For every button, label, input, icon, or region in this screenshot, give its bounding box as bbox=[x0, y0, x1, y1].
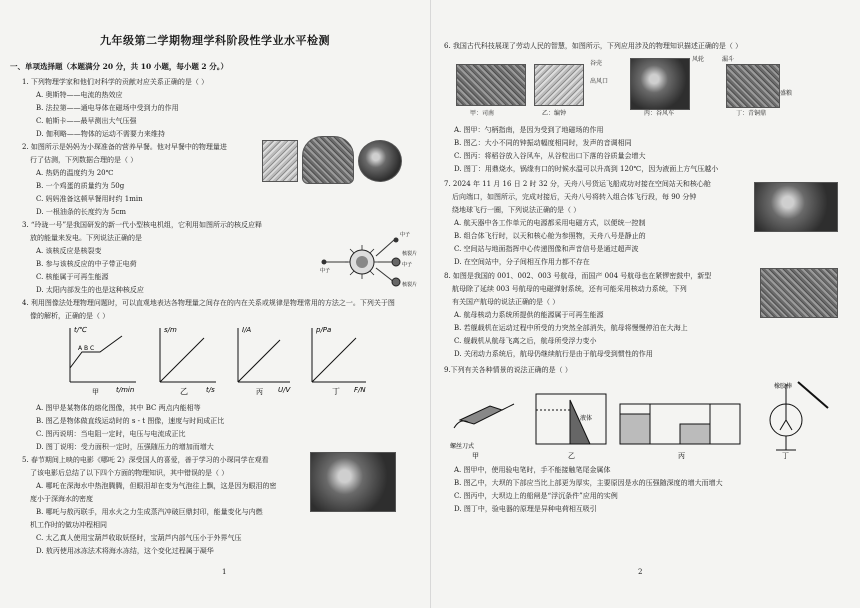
fission-label-5: 核裂片 bbox=[402, 282, 418, 288]
movie-still-photo bbox=[310, 452, 396, 512]
q9-option-a: A. 图甲中，使用验电笔时，手不能接触笔尾金属体 bbox=[454, 466, 611, 474]
question-7-cont: 后向端口，如图所示，完成对接后，天舟八号将转入组合体飞行段，每 90 分钟 bbox=[452, 193, 697, 201]
question-2: 2. 如图所示是妈妈为小琛准备的营养早餐。他对早餐中的物理量进 bbox=[22, 143, 227, 151]
compass-photo bbox=[456, 64, 526, 106]
graph-4-ylabel: p/Pa bbox=[316, 326, 332, 334]
q2-option-a: A. 热奶的温度约为 20℃ bbox=[36, 169, 114, 177]
question-8: 8. 如图是我国的 001、002、003 号航母，而国产 004 号航母也在紧锣密鼓中，新型 bbox=[444, 272, 712, 280]
bells-photo bbox=[534, 64, 584, 106]
q6-option-b: B. 图乙：大小不同的钟振动幅度相同时，发声的音调相同 bbox=[454, 139, 632, 147]
q5-option-d: D. 敖丙使用冰冻法术将海水冻结，这个变化过程属于凝华 bbox=[36, 547, 214, 555]
q1-option-a: A. 奥斯特——电流的热效应 bbox=[36, 91, 123, 99]
q9-option-b: B. 图乙中，大坝的下部应当比上部更为厚实，主要原因是水的压强随深度的增大而增大 bbox=[454, 479, 723, 487]
graph-3-ylabel: I/A bbox=[242, 326, 252, 334]
aircraft-carrier-photo bbox=[760, 268, 838, 318]
caption-tripod: 丁：青铜鼎 bbox=[736, 110, 767, 117]
fan-label-hopper: 漏斗 bbox=[722, 56, 735, 63]
tripod-photo bbox=[726, 64, 780, 108]
fission-diagram bbox=[320, 228, 420, 290]
q4-option-b: B. 图乙是物体做直线运动时的 s - t 图像，速度与时间成正比 bbox=[36, 417, 225, 425]
exam-page-2 bbox=[430, 0, 860, 608]
fig9-caption-c: 丙 bbox=[678, 452, 685, 460]
fig9-caption-d: 丁 bbox=[782, 452, 789, 460]
graph-1-xlabel: t/min bbox=[116, 386, 135, 394]
question-1: 1. 下列物理学家和他们对科学的贡献对应关系正确的是（ ） bbox=[22, 78, 209, 86]
fig9-caption-a: 甲 bbox=[472, 452, 479, 460]
fried-dough-photo bbox=[302, 136, 354, 184]
graph-2-xlabel: t/s bbox=[206, 386, 215, 394]
q5-option-b-cont: 机工作时的做功冲程相同 bbox=[30, 521, 107, 529]
q5-option-a-cont: 度小于深海水的密度 bbox=[30, 495, 93, 503]
q7-option-c: C. 空间站与地面指挥中心传递图像和声音信号是通过超声波 bbox=[454, 245, 639, 253]
graph-2-caption: 乙 bbox=[180, 387, 188, 396]
fission-label-2: 中子 bbox=[320, 268, 331, 274]
page-number-1: 1 bbox=[222, 568, 227, 576]
q4-option-d: D. 图丁说明：受力面积一定时，压强随压力的增加而增大 bbox=[36, 443, 214, 451]
caption-compass: 甲：司南 bbox=[470, 110, 495, 117]
graph-4-caption: 丁 bbox=[332, 387, 340, 396]
graph-4-xlabel: F/N bbox=[354, 386, 366, 394]
question-7-cont2: 绕地球飞行一圈，下列说法正确的是（ ） bbox=[452, 206, 581, 214]
fan-label-husk: 谷壳 bbox=[590, 60, 603, 67]
space-station-photo bbox=[754, 182, 838, 232]
q2-option-d: D. 一根油条的长度约为 5cm bbox=[36, 208, 127, 216]
graph-3-xlabel: U/V bbox=[278, 386, 291, 394]
q8-option-a: A. 航母核动力系统所提供的能源属于可再生能源 bbox=[454, 311, 604, 319]
q4-option-a: A. 图甲是某物体的熔化图像，其中 BC 两点内能相等 bbox=[36, 404, 201, 412]
egg-plate-photo bbox=[358, 140, 402, 182]
graph-3-caption: 丙 bbox=[256, 388, 263, 396]
section-heading: 一、单项选择题（本题满分 20 分，共 10 小题，每小题 2 分。） bbox=[10, 62, 229, 71]
q8-option-d: D. 关闭动力系统后，航母仍继续航行是由于航母受到惯性的作用 bbox=[454, 350, 653, 358]
q5-option-b: B. 哪吒与敖丙联手，用水火之力生成蒸汽冲破巨鼎封印，能量变化与内燃 bbox=[36, 508, 263, 516]
question-9: 9.下列有关各种情景的说法正确的是（ ） bbox=[444, 366, 572, 374]
q6-option-c: C. 图丙：将稻谷放入谷风车，从谷粒出口下落的谷质量会增大 bbox=[454, 152, 646, 160]
q9-figures bbox=[450, 380, 840, 460]
page-number-2: 2 bbox=[638, 568, 643, 576]
q9-option-d: D. 图丁中，验电器的原理是异种电荷相互吸引 bbox=[454, 505, 597, 513]
fan-label-outlet: 出风口 bbox=[590, 78, 609, 85]
q4-option-c: C. 图丙说明：当电阻一定时，电压与电流成正比 bbox=[36, 430, 186, 438]
question-7: 7. 2024 年 11 月 16 日 2 时 32 分，天舟八号货运飞船成功对接在空间站天和核心舱 bbox=[444, 180, 711, 188]
q7-option-b: B. 组合体飞行时，以天和核心舱为参照物，天舟八号是静止的 bbox=[454, 232, 646, 240]
graph-1-ylabel: t/℃ bbox=[74, 326, 87, 334]
question-4-cont: 像的解析，正确的是（ ） bbox=[30, 312, 110, 320]
q7-option-a: A. 航天器中各工作单元的电源都采用电磁方式，以便统一控制 bbox=[454, 219, 646, 227]
q6-option-a: A. 图甲：勺柄指南，是因为受到了地磁场的作用 bbox=[454, 126, 604, 134]
caption-winnower: 丙：谷风车 bbox=[644, 110, 675, 117]
q3-option-d: D. 太阳内部发生的也是这种核反应 bbox=[36, 286, 144, 294]
q8-option-b: B. 若舰载机在运动过程中所受的力突然全部消失，航母将慢慢停泊在大海上 bbox=[454, 324, 688, 332]
milk-photo bbox=[262, 140, 298, 182]
q9-option-c: C. 图丙中，大坝边上的船闸是“浮沉条件”应用的实例 bbox=[454, 492, 618, 500]
q1-option-b: B. 法拉第——通电导体在磁场中受到力的作用 bbox=[36, 104, 179, 112]
q1-option-d: D. 伽利略——物体的运动不需要力来维持 bbox=[36, 130, 165, 138]
question-3: 3. “玲珑一号”是我国研发的新一代小型核电机组，它利用如图所示的核反应释 bbox=[22, 221, 263, 229]
fan-label-wheel: 风轮 bbox=[692, 56, 705, 63]
fan-label-grain: 盛粮 bbox=[780, 90, 793, 97]
graph-row bbox=[56, 320, 426, 398]
question-4: 4. 利用图像法处理物理问题时，可以直观地表达各物理量之间存在的内在关系或规律是物理常用的方法之一。下列关于图 bbox=[22, 299, 395, 307]
question-5: 5. 春节期间上映的电影《哪吒 2》深受国人的喜爱，善于学习的小琛同学在观看 bbox=[22, 456, 269, 464]
q2-option-c: C. 妈妈准备这顿早餐用时约 1min bbox=[36, 195, 143, 203]
fig9-label-liquid: 液体 bbox=[580, 415, 593, 422]
fission-label-3: 核裂片 bbox=[402, 251, 418, 257]
question-6: 6. 我国古代科技展现了劳动人民的智慧，如图所示，下列应用涉及的物理知识描述正确的是（ ） bbox=[444, 42, 743, 50]
q2-option-b: B. 一个鸡蛋的质量约为 50g bbox=[36, 182, 125, 190]
q5-option-a: A. 哪吒在深海水中热泡腾腾，但眼泪却在变为气泡往上飘，这是因为眼泪的密 bbox=[36, 482, 277, 490]
winnower-photo bbox=[630, 58, 690, 110]
q8-option-c: C. 舰载机从航母飞离之后，航母所受浮力变小 bbox=[454, 337, 597, 345]
q3-option-b: B. 参与该核反应的中子带正电荷 bbox=[36, 260, 137, 268]
question-8-cont2: 有关国产航母的说法正确的是（ ） bbox=[452, 298, 560, 306]
question-8-cont: 航母除了延续 003 号航母的电磁弹射系统，还有可能采用核动力系统，下列 bbox=[452, 285, 687, 293]
fig9-label-rod: 橡胶棒 bbox=[774, 383, 793, 390]
fission-label-1: 中子 bbox=[400, 232, 411, 238]
q1-option-c: C. 帕斯卡——最早测出大气压强 bbox=[36, 117, 137, 125]
graph-2-ylabel: s/m bbox=[164, 326, 177, 334]
q3-option-c: C. 核能属于可再生能源 bbox=[36, 273, 109, 281]
fission-label-4: 中子 bbox=[402, 262, 413, 268]
question-5-cont: 了该电影后总结了以下四个方面的物理知识，其中错误的是（ ） bbox=[30, 469, 229, 477]
graph-1-caption: 甲 bbox=[92, 388, 99, 396]
graph-1-points: A B C bbox=[78, 345, 95, 352]
fig9-caption-b: 乙 bbox=[568, 452, 575, 460]
q5-option-c: C. 太乙真人使用宝葫芦收取妖怪时，宝葫芦内部气压小于外界气压 bbox=[36, 534, 242, 542]
fig9-label-screwdriver: 螺丝刀式 bbox=[450, 443, 475, 450]
q3-option-a: A. 该核反应是核裂变 bbox=[36, 247, 102, 255]
question-2-cont: 行了估测，下列数据合理的是（ ） bbox=[30, 156, 138, 164]
exam-title: 九年级第二学期物理学科阶段性学业水平检测 bbox=[100, 34, 330, 47]
question-3-cont: 放的能量来发电。下列说法正确的是 bbox=[30, 234, 142, 242]
caption-bells: 乙：编钟 bbox=[542, 110, 567, 117]
q7-option-d: D. 在空间站中，分子间相互作用力都不存在 bbox=[454, 258, 590, 266]
q6-option-d: D. 图丁：用鼎烧水，锅缘有口的时候水温可以升高到 120℃，因为液面上方气压越小 bbox=[454, 165, 719, 173]
